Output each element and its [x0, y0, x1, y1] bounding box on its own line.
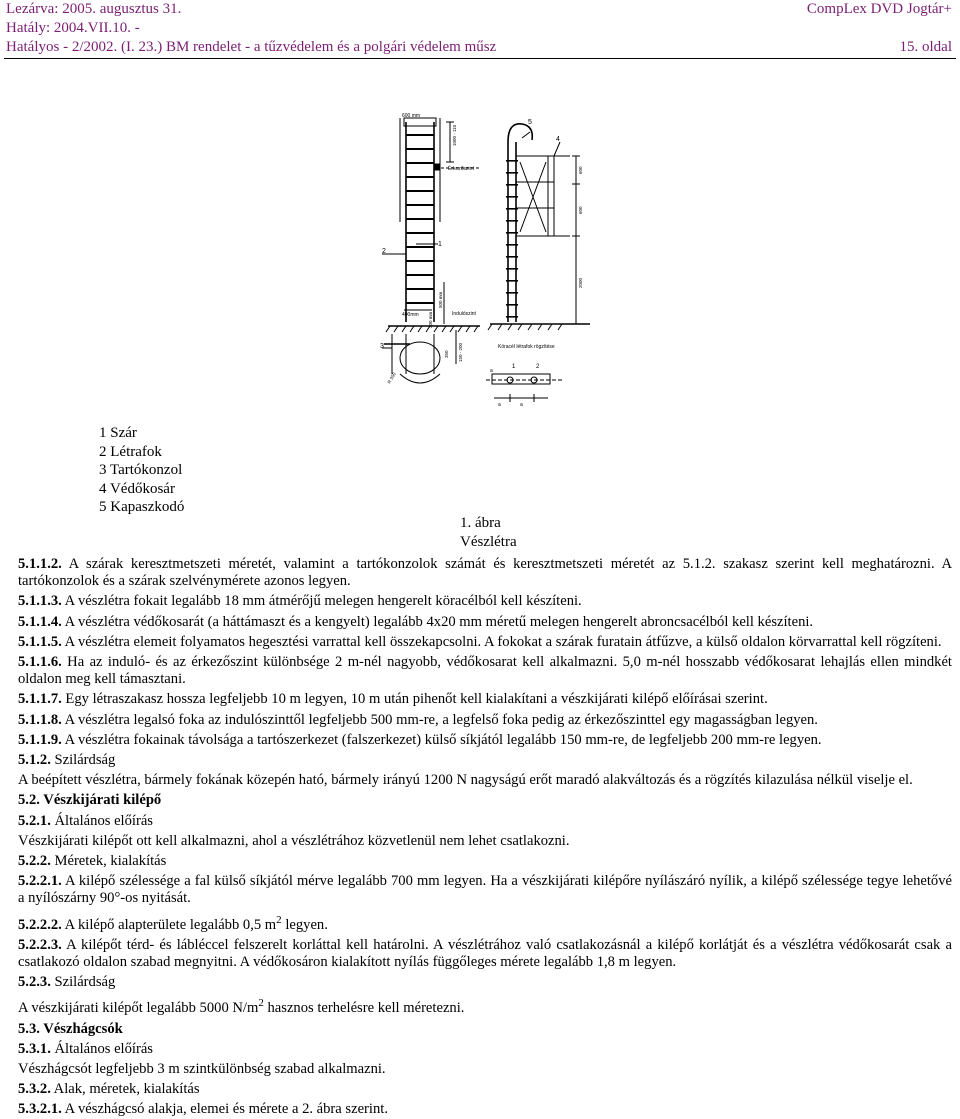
label-5: 5 — [528, 119, 532, 126]
para-number: 5.1.1.9. — [18, 731, 62, 748]
para-terheles — [4, 997, 952, 1017]
label-4: 4 — [556, 136, 560, 143]
dim-350: 350 — [444, 350, 449, 358]
para-number: 5.1.1.4. — [18, 613, 62, 630]
para-text: A szárak keresztmetszeti méretét, valamint a tartókonzolok számát és keresztmetszeti méretét az 5.1.2. szakasz szerint kell meghatározni. A tartókonzolok és a szárak szelvénymérete azonos legyen. — [18, 556, 952, 590]
para-521 — [4, 813, 952, 830]
para-number: 5.2.2. — [18, 853, 51, 870]
para-hagcso: Vészhágcsót legfeljebb 3 m szintkülönbség szabad alkalmazni. — [18, 1061, 386, 1078]
para-51113 — [4, 593, 952, 610]
detail-title: Köracél létrafok rögzítése — [498, 344, 555, 350]
para-5321 — [4, 1101, 952, 1118]
ladder-rung — [506, 220, 518, 222]
ladder-rung — [506, 184, 518, 186]
para-text: Szilárdság — [50, 974, 116, 991]
para-number: 5.1.1.8. — [18, 711, 62, 728]
ladder-rung — [406, 246, 434, 248]
para-text: A vészlétra elemeit folyamatos hegesztési varrattal kell összekapcsolni. A fokokat a szárak furatain átfűzve, a külső oldalon körvarrattal kell rögzíteni. — [61, 633, 942, 650]
para-text: A vészhágcsó alakja, elemei és mérete a 2. ábra szerint. — [61, 1101, 388, 1118]
para-number: 5.1.1.3. — [18, 593, 62, 610]
detail-2: 2 — [536, 364, 540, 370]
ladder-rung — [506, 280, 518, 282]
para-text: A kilépő szélessége a fal külső síkjától mérve legalább 700 mm legyen. Ha a vészkijárati kilépőre nyílászáró nyílik, a kilépő szélessége tegye lehetővé a nyílószárny 90°-os nyitását. — [18, 873, 952, 907]
para-number: 5.3.2. — [18, 1081, 51, 1098]
header-hatalyos: Hatályos - 2/2002. (I. 23.) BM rendelet - a tűzvédelem és a polgári védelem műsz — [6, 39, 497, 55]
para-text: Általános előírás — [50, 812, 153, 829]
legend-item: 4 Védőkosár — [99, 480, 175, 497]
section-heading: 5.3. Vészhágcsók — [18, 1020, 123, 1037]
para-number: 5.1.2. — [18, 752, 51, 769]
para-kilepo: Vészkijárati kilépőt ott kell alkalmazni, ahol a vészlétrához közvetlenül nem lehet csatlakozni. — [18, 832, 570, 849]
body-text — [4, 556, 952, 1119]
caption-title: Vészlétra — [460, 534, 517, 550]
para-51112 — [4, 556, 952, 590]
dim-500mm: 500 mm — [438, 291, 443, 308]
para-number: 5.2.3. — [18, 974, 51, 991]
detail-1: 1 — [512, 364, 516, 370]
para-text: A kilépőt térd- és lábléccel felszerelt korláttal kell határolni. A vészlétrához való csatlakozásnál a kilépő korlátját és a vészlétra védőkosarát csak a csatlakozó oldalon szabad megnyitni. A védőkosáron kialakított nyílás függőleges mérete legalább 1,8 m legyen. — [18, 936, 952, 971]
ladder-rung — [406, 204, 434, 206]
legend-item: 3 Tartókonzol — [99, 462, 183, 478]
ladder-rung — [406, 148, 434, 150]
para-number: 5.1.1.6. — [18, 654, 62, 671]
para-532 — [4, 1081, 952, 1098]
dim-2000: 2000 — [578, 277, 583, 288]
ladder-rung — [506, 304, 518, 306]
ladder-rung — [506, 292, 518, 294]
header-page: 15. oldal — [899, 39, 952, 55]
superscript: 2 — [258, 997, 264, 1010]
ladder-rung — [506, 316, 518, 318]
ladder-rung — [406, 134, 434, 136]
header-lezarva: Lezárva: 2005. augusztus 31. — [6, 1, 182, 17]
para-51115 — [4, 634, 952, 651]
header-hataly: Hatály: 2004.VII.10. - — [6, 20, 140, 36]
para-text: A vészkijárati kilépőt legalább 5000 N/m — [18, 1000, 259, 1017]
superscript: 2 — [276, 913, 282, 926]
heading-53 — [4, 1021, 952, 1038]
para-text: Alak, méretek, kialakítás — [50, 1081, 200, 1098]
para-51114 — [4, 614, 952, 631]
dim-600mm: 600 mm — [402, 113, 421, 119]
para-text: Egy létraszakasz hossza legfeljebb 10 m legyen, 10 m után pihenőt kell kialakítani a vészkijárati kilépő előírásai szerint. — [61, 691, 768, 708]
caption-number: 1. ábra — [460, 515, 501, 531]
ladder-rung — [406, 162, 434, 164]
para-5223 — [4, 937, 952, 971]
legend-item: 2 Létrafok — [99, 443, 162, 460]
para-5222 — [4, 913, 952, 934]
ladder-rung — [406, 288, 434, 290]
para-number: 5.1.1.5. — [18, 633, 62, 650]
para-531 — [4, 1041, 952, 1058]
ladder-figure — [370, 112, 600, 417]
para-text: Ha az induló- és az érkezőszint különbsége 2 m-nél nagyobb, védőkosarat kell alkalmazni. 5,0 m-nél hosszabb védőkosarat lehajlás ellen mindkét oldalon meg kell támasztani. — [18, 654, 952, 688]
para-text: hasznos terhelésre kell méretezni. — [263, 1000, 465, 1017]
ladder-rung — [506, 160, 518, 162]
para-number: 5.2.2.3. — [18, 936, 62, 953]
para-number: 5.2.2.1. — [18, 873, 62, 890]
para-text: A vészlétra legalsó foka az indulószinttől legfeljebb 500 mm-re, a legfelső foka pedig az érkezőszinttel egy magasságban legyen. — [61, 711, 818, 728]
para-51118 — [4, 712, 952, 729]
detail-a2: a — [498, 402, 501, 408]
legend-item: 1 Szár — [99, 425, 137, 441]
header-right — [807, 0, 952, 57]
dim-600b: 600 — [578, 206, 583, 214]
ladder-rung — [406, 190, 434, 192]
para-text: A vészlétra védőkosarát (a háttámaszt és a kengyelt) legalább 4x20 mm méretű melegen hengerelt abroncsacélból kell készíteni. — [61, 613, 814, 630]
detail-a3: a — [520, 402, 523, 408]
para-text: Méretek, kialakítás — [50, 853, 167, 870]
label-1: 1 — [438, 241, 442, 248]
label-indulooszint: Indulószint — [452, 311, 476, 317]
label-2: 2 — [382, 248, 386, 255]
legend — [99, 424, 184, 517]
para-number: 5.2.1. — [18, 812, 51, 829]
para-text: A vészlétra fokait legalább 18 mm átmérőjű melegen hengerelt köracélból kell készíteni. — [61, 593, 582, 610]
header-rule — [4, 58, 956, 59]
section-heading: 5.2. Vészkijárati kilépő — [18, 792, 162, 809]
para-text: A kilépő alapterülete legalább 0,5 m — [61, 916, 277, 933]
ladder-rung — [406, 274, 434, 276]
para-51117 — [4, 691, 952, 708]
para-523 — [4, 974, 952, 991]
header-left — [6, 0, 496, 57]
para-text: Általános előírás — [50, 1040, 153, 1057]
para-text: A vészlétra fokainak távolsága a tartószerkezet (falszerkezet) külső síkjától legalább 150 mm-re, de legfeljebb 200 mm-re legyen. — [61, 731, 822, 748]
para-51116 — [4, 654, 952, 688]
dim-400mm: 400mm — [402, 312, 419, 318]
detail-a1: a — [490, 368, 493, 374]
dim-600a: 600 — [578, 166, 583, 174]
ladder-rung — [506, 268, 518, 270]
ladder-rung — [406, 176, 434, 178]
para-number: 5.1.1.2. — [18, 556, 62, 572]
para-number: 5.3.1. — [18, 1040, 51, 1057]
label-3: 3 — [380, 343, 384, 350]
dim-1000: 1000 - 110 — [452, 124, 457, 146]
header-product: CompLex DVD Jogtár+ — [806, 1, 952, 17]
para-5112 — [4, 752, 952, 769]
label-erkezoszint: Érkezőszint — [448, 166, 474, 172]
ladder-rung — [406, 302, 434, 304]
ladder-rung — [506, 196, 518, 198]
ladder-rung — [506, 172, 518, 174]
figure-caption — [460, 514, 517, 552]
legend-item: 5 Kapaszkodó — [99, 499, 185, 515]
para-szilardsag: A beépített vészlétra, bármely fokának közepén ható, bármely irányú 1200 N nagyságú erőt maradó alakváltozás és a rögzítés kilazulása nélkül viselje el. — [18, 772, 913, 789]
para-text: Szilárdság — [50, 752, 116, 769]
para-number: 5.2.2.2. — [18, 916, 62, 933]
ladder-rung — [506, 232, 518, 234]
ladder-rung — [506, 256, 518, 258]
dim-200mm: 200 mm — [428, 311, 433, 328]
para-number: 5.1.1.7. — [18, 691, 62, 708]
heading-52 — [4, 792, 952, 809]
para-5221 — [4, 873, 952, 907]
dim-radius: R 350 — [386, 371, 397, 385]
ladder-rung — [406, 232, 434, 234]
ladder-rung — [506, 208, 518, 210]
para-text: legyen. — [281, 916, 328, 933]
ladder-rung — [406, 260, 434, 262]
para-number: 5.3.2.1. — [18, 1101, 62, 1118]
dim-150-200: 150 - 200 — [458, 342, 463, 362]
para-522 — [4, 853, 952, 870]
para-51119 — [4, 732, 952, 749]
ladder-rung — [406, 218, 434, 220]
ladder-rung — [506, 244, 518, 246]
